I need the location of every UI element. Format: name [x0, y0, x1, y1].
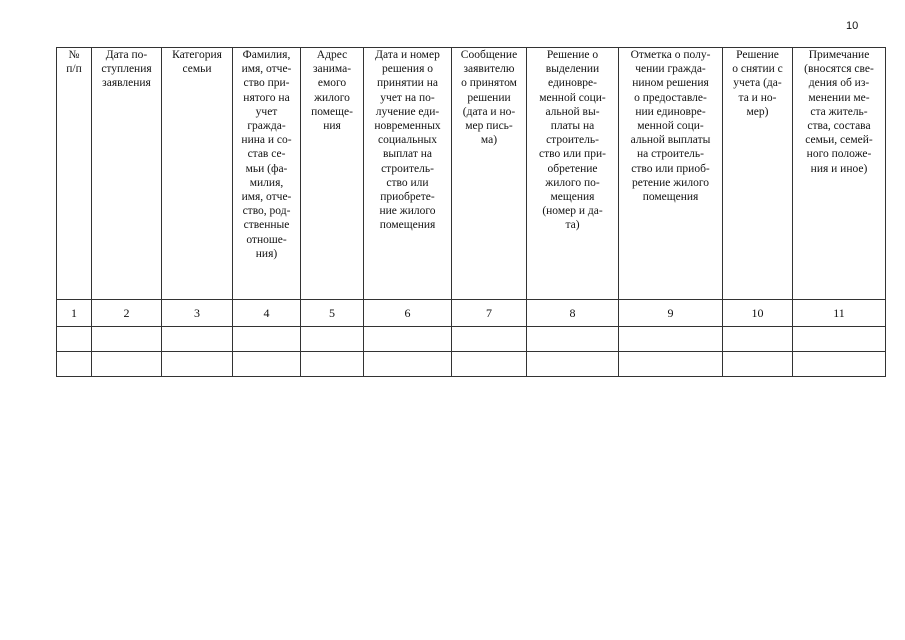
empty-cell [57, 327, 92, 352]
header-row [57, 48, 886, 300]
column-number-cell: 6 [364, 300, 452, 327]
column-number-cell: 4 [233, 300, 301, 327]
column-number-row [57, 300, 886, 327]
column-number-cell: 11 [793, 300, 886, 327]
empty-cell [162, 352, 233, 377]
empty-cell [452, 327, 527, 352]
empty-cell [301, 327, 364, 352]
empty-cell [92, 327, 162, 352]
empty-cell [793, 327, 886, 352]
register-table [56, 47, 886, 377]
column-number-cell: 2 [92, 300, 162, 327]
empty-cell [723, 327, 793, 352]
empty-cell [364, 327, 452, 352]
column-number-cell: 3 [162, 300, 233, 327]
empty-row [57, 327, 886, 352]
header-cell-applicant-notice: Сообщение заявителю о принятом решении (дата и но- мер пись- ма) [452, 48, 527, 300]
empty-cell [301, 352, 364, 377]
empty-cell [527, 327, 619, 352]
header-cell-family-category: Категория семьи [162, 48, 233, 300]
empty-cell [723, 352, 793, 377]
header-cell-receipt-mark: Отметка о полу- чении гражда- нином решения о предоставле- нии единовре- менной соци- альной выплаты на строитель- ство или приоб- ретение жилого помещения [619, 48, 723, 300]
column-number-cell: 9 [619, 300, 723, 327]
column-number-cell: 8 [527, 300, 619, 327]
column-number-cell: 1 [57, 300, 92, 327]
header-cell-application-date: Дата по- ступления заявления [92, 48, 162, 300]
empty-cell [92, 352, 162, 377]
header-cell-deregistration-decision: Решение о снятии с учета (да- та и но- мер) [723, 48, 793, 300]
column-number-cell: 5 [301, 300, 364, 327]
empty-row [57, 352, 886, 377]
empty-cell [233, 352, 301, 377]
header-cell-row-number: № п/п [57, 48, 92, 300]
empty-cell [619, 327, 723, 352]
header-cell-address: Адрес занима- емого жилого помеще- ния [301, 48, 364, 300]
empty-cell [57, 352, 92, 377]
column-number-cell: 10 [723, 300, 793, 327]
empty-cell [233, 327, 301, 352]
empty-cell [452, 352, 527, 377]
header-cell-payment-decision: Решение о выделении единовре- менной соци- альной вы- платы на строитель- ство или при- обретение жилого по- мещения (номер и да- та) [527, 48, 619, 300]
empty-cell [364, 352, 452, 377]
header-cell-citizen-name: Фамилия, имя, отче- ство при- нятого на учет гражда- нина и со- став се- мьи (фа- милия, имя, отче- ство, род- ственные отноше- ния) [233, 48, 301, 300]
empty-cell [793, 352, 886, 377]
column-number-cell: 7 [452, 300, 527, 327]
header-cell-registration-decision: Дата и номер решения о принятии на учет на по- лучение еди- новременных социальных выплат на строитель- ство или приобрете- ние жилого помещения [364, 48, 452, 300]
page-number: 10 [846, 20, 859, 32]
empty-cell [527, 352, 619, 377]
empty-cell [162, 327, 233, 352]
empty-cell [619, 352, 723, 377]
header-cell-note: Примечание (вносятся све- дения об из- менении ме- ста житель- ства, состава семьи, семей- ного положе- ния и иное) [793, 48, 886, 300]
